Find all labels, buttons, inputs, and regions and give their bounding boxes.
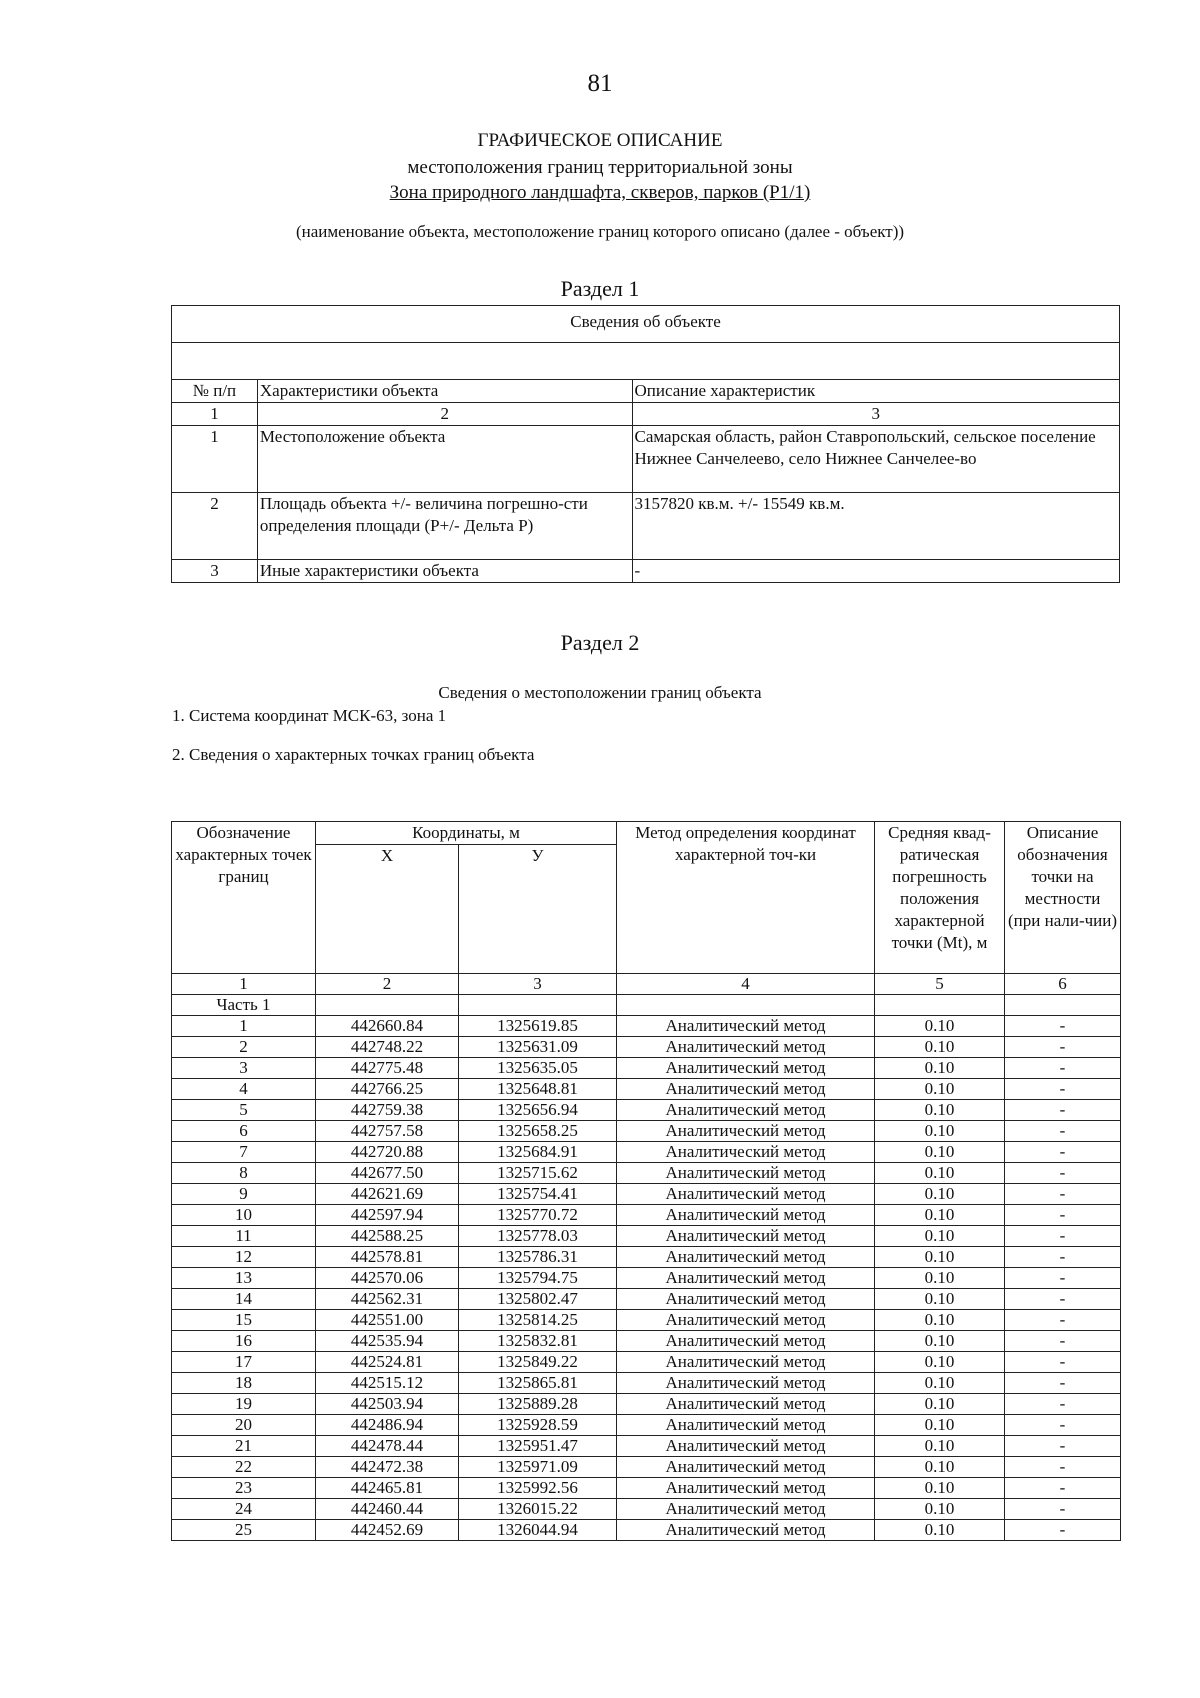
accuracy: 0.10 xyxy=(875,1436,1005,1457)
coord-y: 1325992.56 xyxy=(459,1478,617,1499)
point-number: 8 xyxy=(172,1163,316,1184)
point-number: 15 xyxy=(172,1310,316,1331)
description: - xyxy=(1005,1289,1121,1310)
method: Аналитический метод xyxy=(617,1436,875,1457)
accuracy: 0.10 xyxy=(875,1268,1005,1289)
method: Аналитический метод xyxy=(617,1352,875,1373)
header-x: X xyxy=(316,845,459,974)
description: - xyxy=(1005,1163,1121,1184)
coord-x: 442677.50 xyxy=(316,1163,459,1184)
accuracy: 0.10 xyxy=(875,1184,1005,1205)
coord-y: 1325832.81 xyxy=(459,1331,617,1352)
coord-y: 1325631.09 xyxy=(459,1037,617,1058)
accuracy: 0.10 xyxy=(875,1289,1005,1310)
coord-x: 442775.48 xyxy=(316,1058,459,1079)
table-row xyxy=(172,493,1120,560)
point-number: 5 xyxy=(172,1100,316,1121)
header-accuracy: Средняя квад-ратическая погрешность положения характерной точки (Мt), м xyxy=(875,822,1005,974)
col-number: 5 xyxy=(875,974,1005,995)
table-row xyxy=(172,1205,1121,1226)
coord-x: 442766.25 xyxy=(316,1079,459,1100)
point-number: 2 xyxy=(172,1037,316,1058)
row-num: 3 xyxy=(172,560,258,583)
point-number: 10 xyxy=(172,1205,316,1226)
row-num: 1 xyxy=(172,426,258,493)
description: - xyxy=(1005,1394,1121,1415)
method: Аналитический метод xyxy=(617,1520,875,1541)
header-description: Описание характеристик xyxy=(632,380,1119,403)
accuracy: 0.10 xyxy=(875,1121,1005,1142)
col-number: 6 xyxy=(1005,974,1121,995)
object-name xyxy=(0,182,1200,204)
col-number: 2 xyxy=(257,403,632,426)
empty-cell xyxy=(617,995,875,1016)
description: - xyxy=(1005,1268,1121,1289)
method: Аналитический метод xyxy=(617,1457,875,1478)
coord-y: 1325889.28 xyxy=(459,1394,617,1415)
coord-x: 442515.12 xyxy=(316,1373,459,1394)
method: Аналитический метод xyxy=(617,1079,875,1100)
row-value: - xyxy=(632,560,1119,583)
description: - xyxy=(1005,1100,1121,1121)
section2-title: Раздел 2 xyxy=(560,630,640,655)
part-label: Часть 1 xyxy=(172,995,316,1016)
coord-x: 442660.84 xyxy=(316,1016,459,1037)
boundary-points-table xyxy=(171,821,1121,1541)
coord-x: 442478.44 xyxy=(316,1436,459,1457)
coord-y: 1325715.62 xyxy=(459,1163,617,1184)
column-number-row xyxy=(172,974,1121,995)
coord-x: 442535.94 xyxy=(316,1331,459,1352)
coord-y: 1325814.25 xyxy=(459,1310,617,1331)
header-num: № п/п xyxy=(172,380,258,403)
point-number: 7 xyxy=(172,1142,316,1163)
table-row xyxy=(172,1142,1121,1163)
coordinate-system: 1. Система координат МСК-63, зона 1 xyxy=(172,706,447,725)
point-number: 4 xyxy=(172,1079,316,1100)
point-number: 13 xyxy=(172,1268,316,1289)
document-subtitle: местоположения границ территориальной зоны xyxy=(407,157,793,178)
accuracy: 0.10 xyxy=(875,1499,1005,1520)
row-name: Местоположение объекта xyxy=(257,426,632,493)
coord-x: 442597.94 xyxy=(316,1205,459,1226)
table-row xyxy=(172,1373,1121,1394)
coord-x: 442570.06 xyxy=(316,1268,459,1289)
table-row xyxy=(172,1121,1121,1142)
description: - xyxy=(1005,1058,1121,1079)
col-number: 2 xyxy=(316,974,459,995)
coord-y: 1325658.25 xyxy=(459,1121,617,1142)
table-row xyxy=(172,1499,1121,1520)
col-number: 3 xyxy=(632,403,1119,426)
method: Аналитический метод xyxy=(617,1037,875,1058)
page-number: 81 xyxy=(587,70,613,97)
method: Аналитический метод xyxy=(617,1058,875,1079)
section1-title: Раздел 1 xyxy=(560,276,640,301)
description: - xyxy=(1005,1331,1121,1352)
table-row xyxy=(172,1352,1121,1373)
table-row xyxy=(172,1520,1121,1541)
coord-x: 442621.69 xyxy=(316,1184,459,1205)
row-name: Площадь объекта +/- величина погрешно-сти определения площади (Р+/- Дельта Р) xyxy=(257,493,632,560)
description: - xyxy=(1005,1499,1121,1520)
method: Аналитический метод xyxy=(617,1100,875,1121)
table-row xyxy=(172,426,1120,493)
coord-x: 442720.88 xyxy=(316,1142,459,1163)
coord-y: 1325786.31 xyxy=(459,1247,617,1268)
point-number: 9 xyxy=(172,1184,316,1205)
table-row xyxy=(172,1268,1121,1289)
coord-y: 1325849.22 xyxy=(459,1352,617,1373)
table-title: Сведения об объекте xyxy=(172,306,1120,343)
section2-subtitle: Сведения о местоположении границ объекта xyxy=(438,683,762,702)
accuracy: 0.10 xyxy=(875,1016,1005,1037)
points-body xyxy=(172,1016,1121,1541)
method: Аналитический метод xyxy=(617,1310,875,1331)
row-value: 3157820 кв.м. +/- 15549 кв.м. xyxy=(632,493,1119,560)
description: - xyxy=(1005,1142,1121,1163)
accuracy: 0.10 xyxy=(875,1205,1005,1226)
coord-y: 1325754.41 xyxy=(459,1184,617,1205)
table-row xyxy=(172,1184,1121,1205)
description: - xyxy=(1005,1520,1121,1541)
point-number: 17 xyxy=(172,1352,316,1373)
coord-x: 442465.81 xyxy=(316,1478,459,1499)
coord-y: 1325951.47 xyxy=(459,1436,617,1457)
coord-y: 1325928.59 xyxy=(459,1415,617,1436)
description: - xyxy=(1005,1310,1121,1331)
coord-x: 442562.31 xyxy=(316,1289,459,1310)
empty-cell xyxy=(875,995,1005,1016)
method: Аналитический метод xyxy=(617,1184,875,1205)
row-name: Иные характеристики объекта xyxy=(257,560,632,583)
accuracy: 0.10 xyxy=(875,1457,1005,1478)
accuracy: 0.10 xyxy=(875,1100,1005,1121)
method: Аналитический метод xyxy=(617,1268,875,1289)
col-number: 1 xyxy=(172,974,316,995)
accuracy: 0.10 xyxy=(875,1079,1005,1100)
method: Аналитический метод xyxy=(617,1142,875,1163)
description: - xyxy=(1005,1016,1121,1037)
accuracy: 0.10 xyxy=(875,1331,1005,1352)
coord-y: 1325802.47 xyxy=(459,1289,617,1310)
points-caption: 2. Сведения о характерных точках границ объекта xyxy=(172,745,535,764)
accuracy: 0.10 xyxy=(875,1352,1005,1373)
table-row xyxy=(172,1394,1121,1415)
description: - xyxy=(1005,1121,1121,1142)
object-caption: (наименование объекта, местоположение границ которого описано (далее - объект)) xyxy=(295,222,905,241)
coord-y: 1325794.75 xyxy=(459,1268,617,1289)
coord-x: 442460.44 xyxy=(316,1499,459,1520)
col-number: 3 xyxy=(459,974,617,995)
accuracy: 0.10 xyxy=(875,1142,1005,1163)
coord-x: 442757.58 xyxy=(316,1121,459,1142)
table-title-row xyxy=(172,306,1120,343)
coord-y: 1325770.72 xyxy=(459,1205,617,1226)
accuracy: 0.10 xyxy=(875,1226,1005,1247)
table-row xyxy=(172,1058,1121,1079)
table-row xyxy=(172,1289,1121,1310)
point-number: 14 xyxy=(172,1289,316,1310)
description: - xyxy=(1005,1205,1121,1226)
object-name-text: Зона природного ландшафта, скверов, парков (Р1/1) xyxy=(389,182,811,203)
object-info-table xyxy=(171,305,1120,583)
header-coords: Координаты, м xyxy=(316,822,617,845)
coord-x: 442759.38 xyxy=(316,1100,459,1121)
coord-y: 1325635.05 xyxy=(459,1058,617,1079)
header-method: Метод определения координат характерной точ-ки xyxy=(617,822,875,974)
column-number-row xyxy=(172,403,1120,426)
coord-x: 442472.38 xyxy=(316,1457,459,1478)
row-num: 2 xyxy=(172,493,258,560)
accuracy: 0.10 xyxy=(875,1415,1005,1436)
method: Аналитический метод xyxy=(617,1373,875,1394)
header-point: Обозначение характерных точек границ xyxy=(172,822,316,974)
description: - xyxy=(1005,1184,1121,1205)
description: - xyxy=(1005,1478,1121,1499)
coord-y: 1325778.03 xyxy=(459,1226,617,1247)
header-description: Описание обозначения точки на местности (при нали-чии) xyxy=(1005,822,1121,974)
point-number: 25 xyxy=(172,1520,316,1541)
description: - xyxy=(1005,1226,1121,1247)
coord-y: 1326015.22 xyxy=(459,1499,617,1520)
method: Аналитический метод xyxy=(617,1331,875,1352)
method: Аналитический метод xyxy=(617,1226,875,1247)
empty-cell xyxy=(1005,995,1121,1016)
accuracy: 0.10 xyxy=(875,1373,1005,1394)
table-row xyxy=(172,1436,1121,1457)
method: Аналитический метод xyxy=(617,1499,875,1520)
header-characteristic: Характеристики объекта xyxy=(257,380,632,403)
method: Аналитический метод xyxy=(617,1415,875,1436)
coord-x: 442748.22 xyxy=(316,1037,459,1058)
method: Аналитический метод xyxy=(617,1247,875,1268)
table-row xyxy=(172,560,1120,583)
description: - xyxy=(1005,1352,1121,1373)
description: - xyxy=(1005,1457,1121,1478)
accuracy: 0.10 xyxy=(875,1037,1005,1058)
description: - xyxy=(1005,1079,1121,1100)
method: Аналитический метод xyxy=(617,1478,875,1499)
point-number: 3 xyxy=(172,1058,316,1079)
point-number: 6 xyxy=(172,1121,316,1142)
method: Аналитический метод xyxy=(617,1394,875,1415)
coord-y: 1325865.81 xyxy=(459,1373,617,1394)
table-row xyxy=(172,1457,1121,1478)
document-title: ГРАФИЧЕСКОЕ ОПИСАНИЕ xyxy=(477,130,723,151)
table-row xyxy=(172,1310,1121,1331)
table-row xyxy=(172,1100,1121,1121)
empty-cell xyxy=(172,343,1120,380)
method: Аналитический метод xyxy=(617,1121,875,1142)
description: - xyxy=(1005,1436,1121,1457)
header-row xyxy=(172,380,1120,403)
accuracy: 0.10 xyxy=(875,1478,1005,1499)
point-number: 12 xyxy=(172,1247,316,1268)
coord-y: 1326044.94 xyxy=(459,1520,617,1541)
coord-x: 442486.94 xyxy=(316,1415,459,1436)
coord-x: 442551.00 xyxy=(316,1310,459,1331)
accuracy: 0.10 xyxy=(875,1163,1005,1184)
accuracy: 0.10 xyxy=(875,1520,1005,1541)
description: - xyxy=(1005,1415,1121,1436)
accuracy: 0.10 xyxy=(875,1247,1005,1268)
point-number: 1 xyxy=(172,1016,316,1037)
table-row xyxy=(172,1247,1121,1268)
coord-x: 442503.94 xyxy=(316,1394,459,1415)
method: Аналитический метод xyxy=(617,1289,875,1310)
empty-cell xyxy=(316,995,459,1016)
point-number: 16 xyxy=(172,1331,316,1352)
point-number: 11 xyxy=(172,1226,316,1247)
coord-x: 442524.81 xyxy=(316,1352,459,1373)
table-row xyxy=(172,1331,1121,1352)
table-row xyxy=(172,1079,1121,1100)
table-row xyxy=(172,1478,1121,1499)
description: - xyxy=(1005,1247,1121,1268)
part-row xyxy=(172,995,1121,1016)
point-number: 19 xyxy=(172,1394,316,1415)
accuracy: 0.10 xyxy=(875,1310,1005,1331)
method: Аналитический метод xyxy=(617,1163,875,1184)
empty-cell xyxy=(459,995,617,1016)
table-row xyxy=(172,1037,1121,1058)
coord-x: 442588.25 xyxy=(316,1226,459,1247)
header-y: У xyxy=(459,845,617,974)
coord-x: 442578.81 xyxy=(316,1247,459,1268)
point-number: 22 xyxy=(172,1457,316,1478)
method: Аналитический метод xyxy=(617,1205,875,1226)
coord-y: 1325684.91 xyxy=(459,1142,617,1163)
point-number: 20 xyxy=(172,1415,316,1436)
header-row xyxy=(172,822,1121,845)
accuracy: 0.10 xyxy=(875,1394,1005,1415)
table-row xyxy=(172,1016,1121,1037)
table-row xyxy=(172,1226,1121,1247)
coord-y: 1325971.09 xyxy=(459,1457,617,1478)
accuracy: 0.10 xyxy=(875,1058,1005,1079)
row-value: Самарская область, район Ставропольский, сельское поселение Нижнее Санчелеево, село Нижнее Санчелее-во xyxy=(632,426,1119,493)
point-number: 21 xyxy=(172,1436,316,1457)
point-number: 18 xyxy=(172,1373,316,1394)
method: Аналитический метод xyxy=(617,1016,875,1037)
col-number: 1 xyxy=(172,403,258,426)
description: - xyxy=(1005,1037,1121,1058)
description: - xyxy=(1005,1373,1121,1394)
coord-y: 1325656.94 xyxy=(459,1100,617,1121)
table-row xyxy=(172,1415,1121,1436)
coord-x: 442452.69 xyxy=(316,1520,459,1541)
coord-y: 1325648.81 xyxy=(459,1079,617,1100)
col-number: 4 xyxy=(617,974,875,995)
coord-y: 1325619.85 xyxy=(459,1016,617,1037)
spacer-row xyxy=(172,343,1120,380)
point-number: 23 xyxy=(172,1478,316,1499)
table-row xyxy=(172,1163,1121,1184)
point-number: 24 xyxy=(172,1499,316,1520)
